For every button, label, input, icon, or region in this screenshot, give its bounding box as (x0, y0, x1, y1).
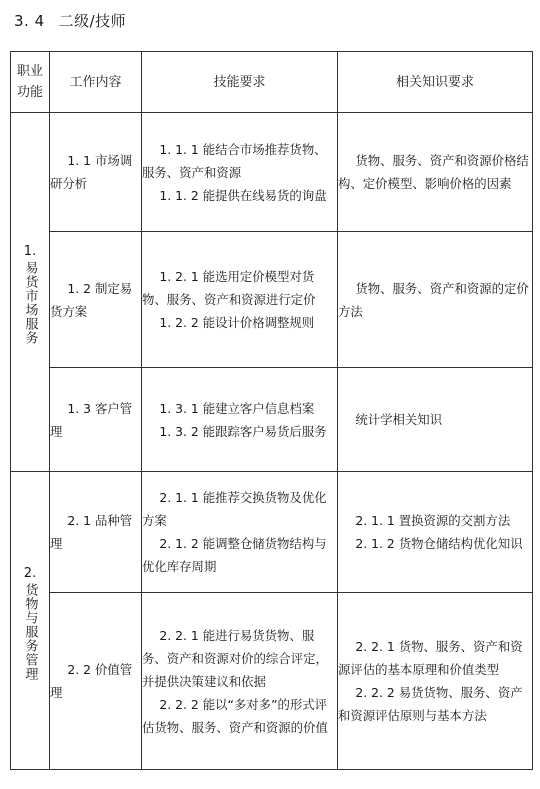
work-content: 1. 1 市场调研分析 (50, 153, 133, 191)
table-row (11, 232, 533, 368)
skills-cell (142, 368, 338, 472)
skill-item: 1. 1. 1 能结合市场推荐货物、服务、资产和资源 (142, 141, 327, 180)
knowledge-item: 货物、服务、资产和资源的定价方法 (338, 280, 529, 319)
skills-cell (142, 472, 338, 593)
table-row (11, 593, 533, 770)
function-cell (11, 113, 50, 472)
skill-item: 2. 2. 1 能进行易货货物、服务、资产和资源对价的综合评定，并提供决策建议和依据 (142, 627, 328, 689)
table-row (11, 472, 533, 593)
skills-cell (142, 113, 338, 232)
work-content: 2. 2 价值管理 (50, 662, 133, 700)
skill-item: 1. 3. 1 能建立客户信息档案 (159, 400, 315, 416)
work-content-cell (50, 232, 142, 368)
table-row (11, 368, 533, 472)
work-content-cell (50, 593, 142, 770)
work-content: 1. 2 制定易货方案 (50, 280, 133, 319)
function-cell (11, 472, 50, 770)
knowledge-item: 2. 1. 1 置换资源的交割方法 (355, 513, 511, 528)
function-name: 易货市场服务 (22, 261, 38, 345)
table-header-row (11, 52, 533, 113)
skill-item: 2. 1. 1 能推荐交换货物及优化方案 (142, 490, 327, 528)
knowledge-cell (338, 472, 533, 593)
skills-cell (142, 593, 338, 770)
work-content: 1. 3 客户管理 (50, 400, 133, 439)
knowledge-cell (338, 593, 533, 770)
skill-item: 1. 2. 1 能选用定价模型对货物、服务、资产和资源进行定价 (142, 269, 316, 307)
header-function-text: 职业功能 (17, 64, 44, 100)
skill-item: 1. 1. 2 能提供在线易货的询盘 (159, 187, 327, 203)
knowledge-item: 货物、服务、资产和资源价格结构、定价模型、影响价格的因素 (338, 153, 529, 191)
knowledge-item: 2. 2. 2 易货货物、服务、资产和资源评估原则与基本方法 (338, 685, 523, 723)
knowledge-item: 统计学相关知识 (355, 412, 443, 427)
skill-item: 1. 2. 2 能设计价格调整规则 (159, 315, 315, 330)
knowledge-cell (338, 368, 533, 472)
function-number: 1. (23, 244, 37, 259)
function-number: 2. (23, 565, 37, 581)
skills-cell (142, 232, 338, 368)
skill-item: 2. 1. 2 能调整仓储货物结构与优化库存周期 (142, 536, 327, 574)
skill-item: 2. 2. 2 能以“多对多”的形式评估货物、服务、资产和资源的价值 (142, 696, 328, 735)
work-content-cell (50, 472, 142, 593)
table-row (11, 113, 533, 232)
function-name: 货物与服务管理 (22, 582, 38, 681)
work-content-cell (50, 113, 142, 232)
knowledge-item: 2. 2. 1 货物、服务、资产和资源评估的基本原理和价值类型 (338, 639, 523, 677)
section-title: 二级/技师 (58, 12, 127, 30)
knowledge-item: 2. 1. 2 货物仓储结构优化知识 (355, 536, 523, 551)
header-skills: 技能要求 (142, 52, 338, 113)
work-content-cell (50, 368, 142, 472)
knowledge-cell (338, 113, 533, 232)
header-function (11, 52, 50, 113)
section-number: 3. 4 (14, 12, 45, 30)
work-content: 2. 1 品种管理 (50, 513, 133, 551)
header-knowledge: 相关知识要求 (338, 52, 533, 113)
skill-item: 1. 3. 2 能跟踪客户易货后服务 (159, 423, 327, 439)
header-content: 工作内容 (50, 52, 142, 113)
knowledge-cell (338, 232, 533, 368)
section-heading (14, 10, 126, 31)
skill-standard-table (10, 51, 533, 770)
